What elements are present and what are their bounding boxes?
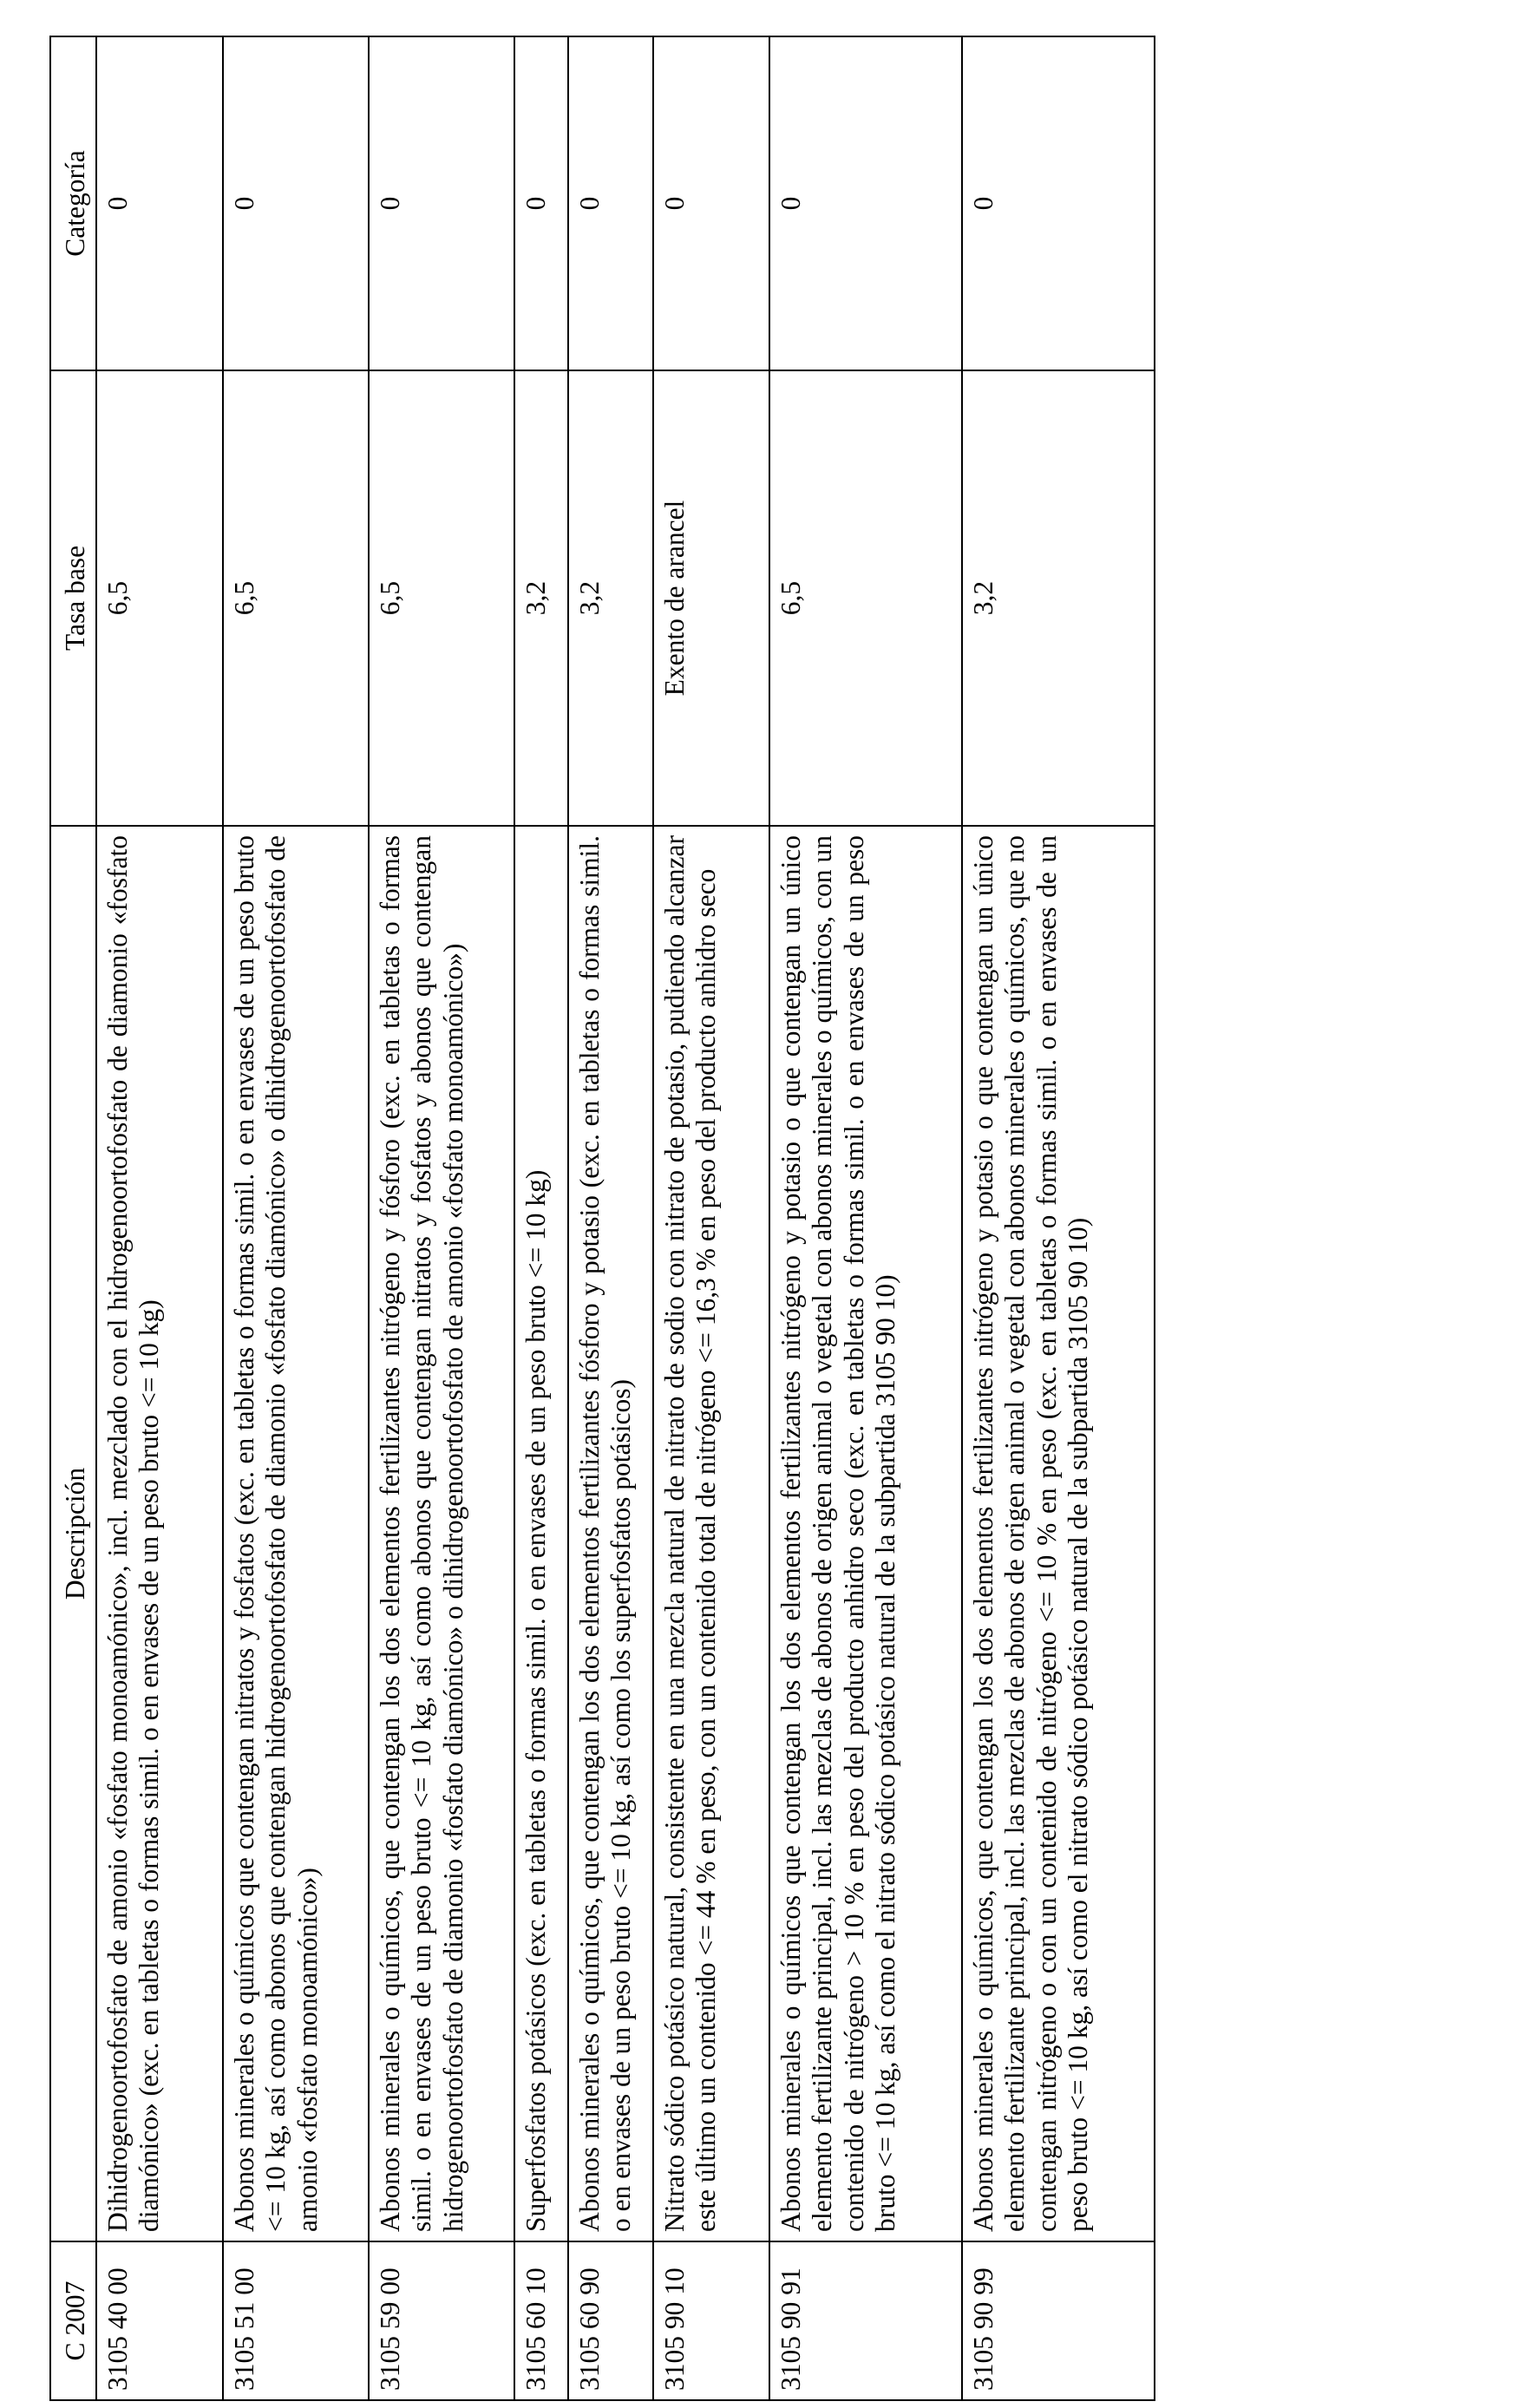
cell-category: 0 xyxy=(369,36,514,370)
table-row xyxy=(369,36,514,2400)
cell-category: 0 xyxy=(653,36,769,370)
cell-rate: 3,2 xyxy=(514,370,568,826)
cell-rate: 6,5 xyxy=(223,370,369,826)
header-rate: Tasa base xyxy=(50,370,96,826)
cell-rate: Exento de arancel xyxy=(653,370,769,826)
cell-description: Abonos minerales o químicos, que contengan los dos elementos fertilizantes nitrógeno y potasio o que contengan un único elemento fertilizante principal, incl. las mezclas de abonos de origen animal o vegetal con abonos minerales o químicos, que no contengan nitrógeno o con un contenido de nitrógeno <= 10 % en peso (exc. en tabletas o formas simil. o en envases de un peso bruto <= 10 kg, así como el nitrato sódico potásico natural de la subpartida 3105 90 10) xyxy=(962,826,1155,2241)
cell-rate: 3,2 xyxy=(568,370,653,826)
header-category: Categoría xyxy=(50,36,96,370)
table-row xyxy=(962,36,1155,2400)
cell-category: 0 xyxy=(962,36,1155,370)
cell-rate: 6,5 xyxy=(96,370,223,826)
cell-rate: 3,2 xyxy=(962,370,1155,826)
table-row xyxy=(96,36,223,2400)
table-row xyxy=(514,36,568,2400)
cell-code: 3105 59 00 xyxy=(369,2241,514,2400)
header-code: C 2007 xyxy=(50,2241,96,2400)
cell-description: Nitrato sódico potásico natural, consistente en una mezcla natural de nitrato de sodio con nitrato de potasio, pudiendo alcanzar este último un contenido <= 44 % en peso, con un contenido total de nitrógeno <= 16,3 % en peso del producto anhidro seco xyxy=(653,826,769,2241)
table-row xyxy=(568,36,653,2400)
cell-rate: 6,5 xyxy=(369,370,514,826)
cell-code: 3105 40 00 xyxy=(96,2241,223,2400)
cell-description: Abonos minerales o químicos que contengan los dos elementos fertilizantes nitrógeno y potasio o que contengan un único elemento fertilizante principal, incl. las mezclas de abonos de origen animal o vegetal con abonos minerales o químicos, con un contenido de nitrógeno > 10 % en peso del producto anhidro seco (exc. en tabletas o formas simil. o en envases de un peso bruto <= 10 kg, así como el nitrato sódico potásico natural de la subpartida 3105 90 10) xyxy=(769,826,962,2241)
cell-description: Abonos minerales o químicos, que contengan los dos elementos fertilizantes nitrógeno y fósforo (exc. en tabletas o formas simil. o en envases de un peso bruto <= 10 kg, así como abonos que contengan nitratos y fosfatos y abonos que contengan hidrogenoortofosfato de diamonio «fosfato diamónico» o dihidrogenoortofosfato de amonio «fosfato monoamónico») xyxy=(369,826,514,2241)
cell-code: 3105 90 91 xyxy=(769,2241,962,2400)
table-row xyxy=(223,36,369,2400)
tariff-table xyxy=(49,36,1155,2401)
rotated-page-content xyxy=(49,37,1162,2401)
cell-description: Abonos minerales o químicos que contengan nitratos y fosfatos (exc. en tabletas o formas simil. o en envases de un peso bruto <= 10 kg, así como abonos que contengan hidrogenoortofosfato de diamonio «fosfato diamónico» o dihidrogenoortofosfato de amonio «fosfato monoamónico») xyxy=(223,826,369,2241)
table-row xyxy=(769,36,962,2400)
cell-code: 3105 90 99 xyxy=(962,2241,1155,2400)
cell-rate: 6,5 xyxy=(769,370,962,826)
cell-category: 0 xyxy=(223,36,369,370)
cell-category: 0 xyxy=(96,36,223,370)
table-header-row xyxy=(50,36,96,2400)
cell-code: 3105 51 00 xyxy=(223,2241,369,2400)
cell-description: Abonos minerales o químicos, que contengan los dos elementos fertilizantes fósforo y potasio (exc. en tabletas o formas simil. o en envases de un peso bruto <= 10 kg, así como los superfosfatos potásicos) xyxy=(568,826,653,2241)
header-description: Descripción xyxy=(50,826,96,2241)
cell-category: 0 xyxy=(514,36,568,370)
cell-description: Superfosfatos potásicos (exc. en tabletas o formas simil. o en envases de un peso bruto <= 10 kg) xyxy=(514,826,568,2241)
cell-category: 0 xyxy=(769,36,962,370)
cell-code: 3105 90 10 xyxy=(653,2241,769,2400)
cell-description: Dihidrogenoortofosfato de amonio «fosfato monoamónico», incl. mezclado con el hidrogenoortofosfato de diamonio «fosfato diamónico» (exc. en tabletas o formas simil. o en envases de un peso bruto <= 10 kg) xyxy=(96,826,223,2241)
cell-category: 0 xyxy=(568,36,653,370)
cell-code: 3105 60 10 xyxy=(514,2241,568,2400)
cell-code: 3105 60 90 xyxy=(568,2241,653,2400)
table-row xyxy=(653,36,769,2400)
